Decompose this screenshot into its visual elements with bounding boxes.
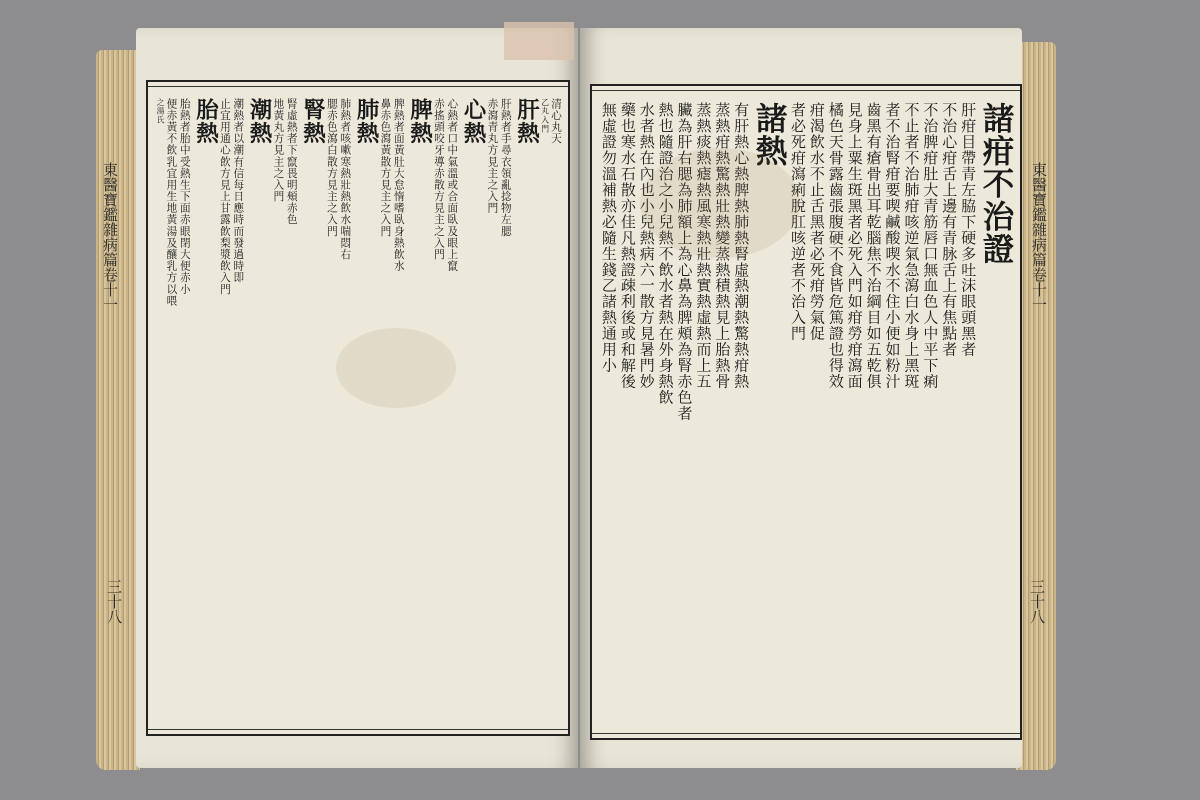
text-column: 乙丸入門 xyxy=(540,98,550,134)
text-column: 臟為肝右腮為肺額上為心鼻為脾頰為腎赤色者 xyxy=(675,102,694,422)
book-edge-left xyxy=(96,50,140,770)
right-page xyxy=(580,28,1022,768)
section-heading: 心熱 xyxy=(460,98,487,145)
text-column: 之湯氏 xyxy=(156,98,166,125)
text-column: 熱也隨證治之小兒熱不飲水者熱在外身熱飲 xyxy=(656,102,675,406)
text-column: 藥也寒水石散亦佳凡熱證疎利後或和解後 xyxy=(618,102,637,390)
text-column: 清心丸天 xyxy=(549,98,562,145)
text-column: 脾熱者面黃肚大怠惰嗜臥身熱飲水 xyxy=(392,98,405,272)
right-folio-number: 三十八 xyxy=(1028,579,1046,624)
gutter-paper-tab xyxy=(504,22,574,60)
paper-stain xyxy=(336,328,456,408)
text-column: 無虛證勿溫補熱必隨生錢乙諸熱通用小 xyxy=(599,102,618,374)
left-folio-number: 三十八 xyxy=(105,579,123,624)
text-column: 蒸熱痰熱瘧熱風寒熱壯熱實熱虛熱而上五 xyxy=(694,102,713,390)
section-heading: 胎熱 xyxy=(192,98,219,145)
text-column: 不止者不治肺疳咳逆氣急瀉白水身上黑斑 xyxy=(902,102,921,390)
text-column: 肝疳目帶青左脇下硬多吐沫眼頭黑者 xyxy=(959,102,978,358)
text-column: 潮熱者以潮有信每日應時而發過時即 xyxy=(232,98,245,284)
text-column: 赤搖頭咬牙導赤散方見主之入門 xyxy=(432,98,445,261)
section-heading: 潮熱 xyxy=(246,98,273,145)
section-heading: 脾熱 xyxy=(406,98,433,145)
paper-stain xyxy=(640,148,800,258)
text-column: 橘色天骨露齒張腹硬不食皆危篤證也得效 xyxy=(826,102,845,390)
text-column: 有肝熱心熱脾熱肺熱腎虛熱潮熱驚熱疳熱 xyxy=(732,102,751,390)
book-edge-right xyxy=(1016,42,1056,770)
section-heading: 諸熱 xyxy=(751,102,789,168)
section-heading: 腎熱 xyxy=(299,98,326,145)
left-spine-label: 東醫寶鑑雜病篇卷十一 xyxy=(101,162,119,312)
text-column: 赤瀉青丸方見主之入門 xyxy=(486,98,499,214)
text-column: 止宜用通心飲方見上甘露飲梨漿飲入門 xyxy=(218,98,231,296)
text-column: 者必死疳瀉痢脫肛咳逆者不治入門 xyxy=(788,102,807,342)
left-text-frame xyxy=(146,80,570,736)
open-book xyxy=(96,22,1056,774)
text-column: 者不治腎疳要喫鹹酸喫水不住小便如粉汁 xyxy=(883,102,902,390)
text-column: 胎熱者胎中受熱生下面赤眼閉大便赤小 xyxy=(178,98,191,296)
text-column: 蒸熱疳熱驚熱壯熱變蒸熱積熱見上胎熱骨 xyxy=(713,102,732,390)
text-column: 便赤黃不飲乳宜用生地黃湯及釀乳方以喂 xyxy=(165,98,178,307)
section-heading: 肺熱 xyxy=(353,98,380,145)
text-column: 見身上粟生斑黑者必死入門如疳勞疳瀉面 xyxy=(845,102,864,390)
right-spine-label: 東醫寶鑑雜病篇卷十一 xyxy=(1030,162,1048,312)
text-column: 肺熱者咳嗽寒熱壯熱飲水喘悶右 xyxy=(339,98,352,261)
text-column: 腮赤色瀉白散方見主之入門 xyxy=(325,98,338,238)
section-heading: 肝熱 xyxy=(513,98,540,145)
text-column: 鼻赤色瀉黃散方見主之入門 xyxy=(379,98,392,238)
text-column: 水者熱在內也小兒熱病六一散方見暑門妙 xyxy=(637,102,656,390)
text-column: 不治心疳舌上邊有青脉舌上有焦點者 xyxy=(940,102,959,358)
text-column: 肝熱者手尋衣領亂捻物左腮 xyxy=(499,98,512,238)
section-heading: 諸疳不治證 xyxy=(977,102,1015,265)
text-column: 齒黑有瘡骨出耳乾腦焦不治綱目如五乾俱 xyxy=(864,102,883,390)
text-column: 疳渴飲水不止舌黑者必死疳勞氣促 xyxy=(807,102,826,342)
text-column: 地黃丸方見主之入門 xyxy=(272,98,285,203)
text-column: 不治脾疳肚大青筋唇口無血色人中平下痢 xyxy=(921,102,940,390)
text-column: 心熱者口中氣溫或合面臥及眼上竄 xyxy=(446,98,459,272)
left-page xyxy=(136,28,578,768)
text-column: 腎虛熱者下竄畏明頰赤色 xyxy=(285,98,298,226)
